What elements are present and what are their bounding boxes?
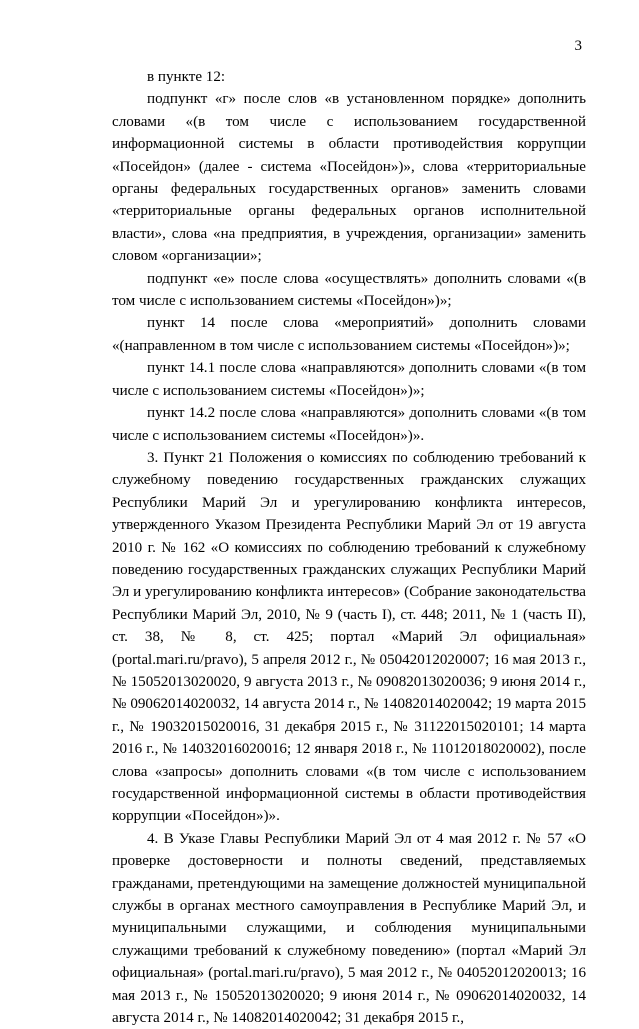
paragraph-section-3: 3. Пункт 21 Положения о комиссиях по соблюдению требований к служебному поведению государственных гражданских служащих Республики Марий Эл и урегулированию конфликта интересов, утвержденного Указом Президента Республики Марий Эл от 19 августа 2010 г. № 162 «О комиссиях по соблюдению требований к служебному поведению государственных гражданских служащих Республики Марий Эл и урегулированию конфликта интересов» (Собрание законодательства Республики Марий Эл, 2010, № 9 (часть I), ст. 448; 2011, № 1 (часть II), ст. 38, № 8, ст. 425; портал «Марий Эл официальная» (portal.mari.ru/pravo), 5 апреля 2012 г., № 05042012020007; 16 мая 2013 г., № 15052013020020, 9 августа 2013 г., № 09082013020036; 9 июня 2014 г., № 09062014020032, 14 августа 2014 г., № 14082014020042; 19 марта 2015 г., № 19032015020016, 31 декабря 2015 г., № 31122015020101; 14 марта 2016 г., № 14032016020016; 12 января 2018 г., № 11012018020002), после слова «запросы» дополнить словами «(в том числе с использованием государственной информационной системы в области противодействия коррупции «Посейдон»)». [112,449,586,825]
paragraph-item-14: пункт 14 после слова «мероприятий» дополнить словами «(направленном в том числе с использованием системы «Посейдон»)»; [112,315,586,354]
paragraph-item-14-1: пункт 14.1 после слова «направляются» дополнить словами «(в том числе с использованием системы «Посейдон»)»; [112,360,586,399]
paragraph-section-4: 4. В Указе Главы Республики Марий Эл от 4 мая 2012 г. № 57 «О проверке достоверности и полноты сведений, представляемых гражданами, претендующими на замещение должностей муниципальной службы в органах местного самоуправления в Республике Марий Эл, и муниципальными служащими, и соблюдения муниципальными служащими требований к служебному поведению» (портал «Марий Эл официальная» (portal.mari.ru/pravo), 5 мая 2012 г., № 04052012020013; 16 мая 2013 г., № 15052013020020; 9 июня 2014 г., № 09062014020032, 14 августа 2014 г., № 14082014020042; 31 декабря 2015 г., [112,830,586,1027]
document-body [112,66,586,1029]
paragraph-subitem-g: подпункт «г» после слов «в установленном порядке» дополнить словами «(в том числе с использованием государственной информационной системы в области противодействия коррупции «Посейдон» (далее - система «Посейдон»)», слова «территориальные органы федеральных государственных органов» заменить словами «территориальные органы федеральных органов исполнительной власти», слова «на предприятия, в учреждения, организации» заменить словом «организации»; [112,91,586,265]
paragraph-item-14-2: пункт 14.2 после слова «направляются» дополнить словами «(в том числе с использованием системы «Посейдон»)». [112,405,586,444]
page-number: 3 [574,38,582,54]
paragraph-subitem-e: подпункт «е» после слова «осуществлять» дополнить словами «(в том числе с использованием системы «Посейдон»)»; [112,270,586,310]
paragraph-item-12-intro: в пункте 12: [147,69,226,85]
